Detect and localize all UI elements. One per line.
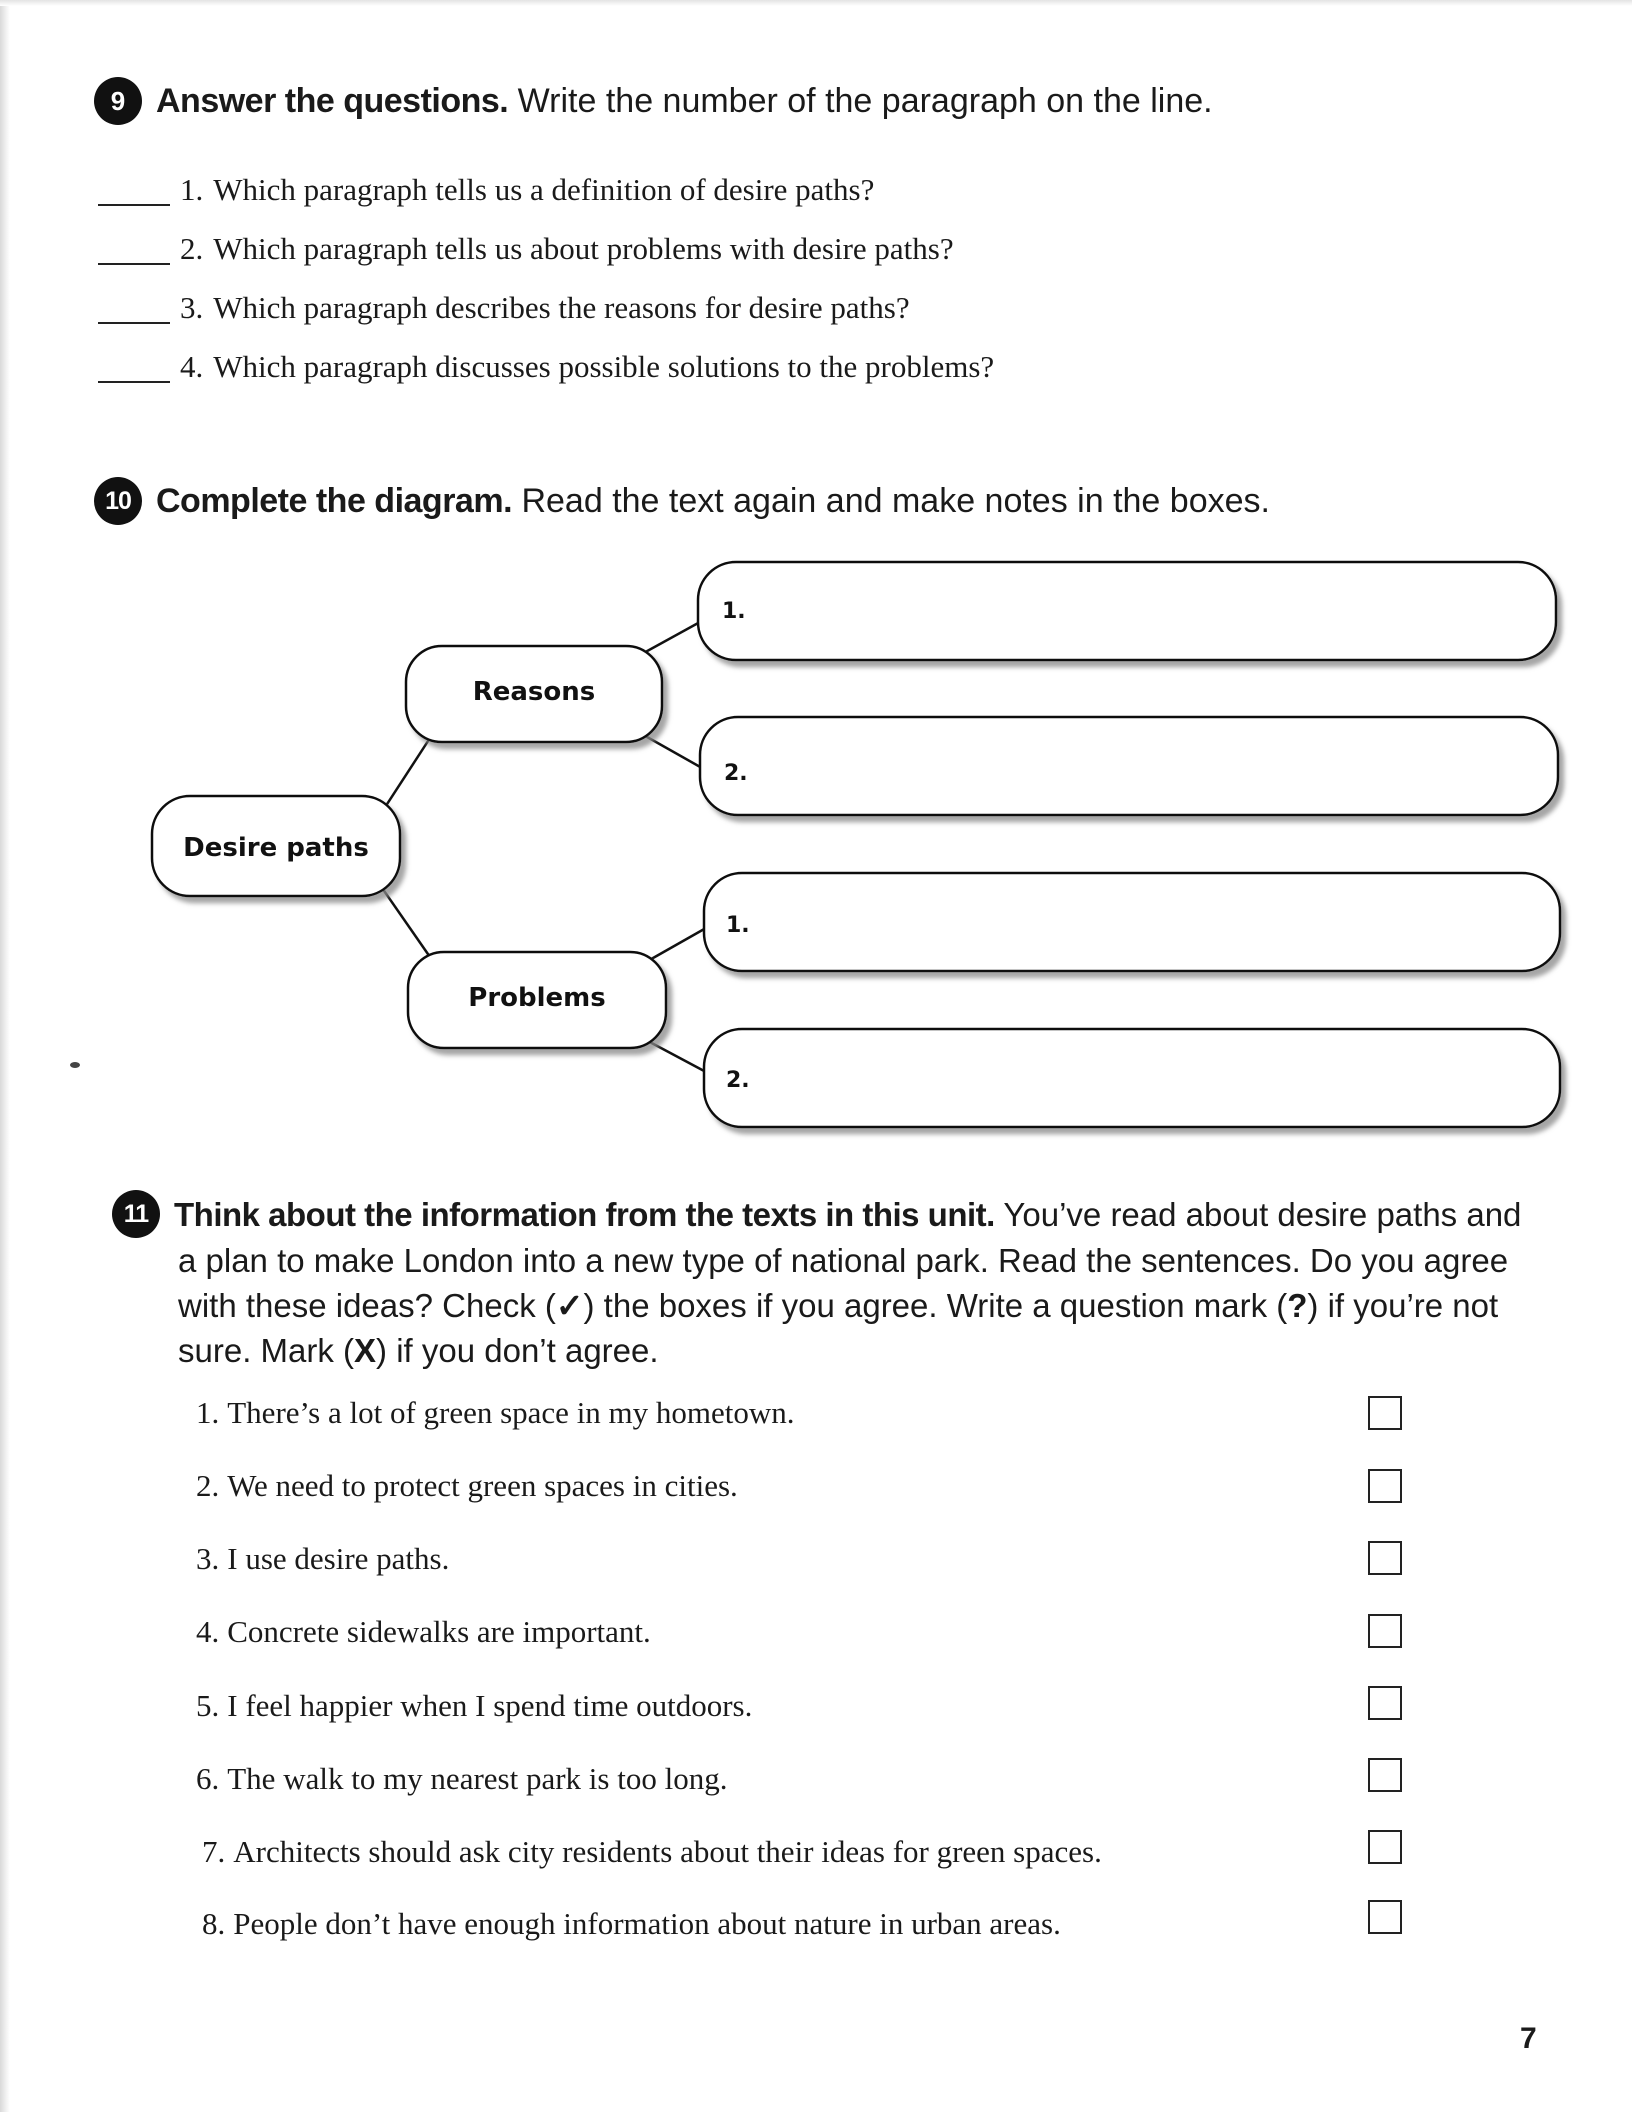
statement-row: [196, 1395, 795, 1431]
node-label: Problems: [468, 983, 606, 1013]
statement-number: 3.: [196, 1541, 220, 1576]
node-label: Reasons: [472, 677, 596, 707]
statement-row: [202, 1834, 1102, 1870]
statement-number: 6.: [196, 1761, 220, 1796]
question-number: 4.: [180, 349, 204, 384]
statement-text: I feel happier when I spend time outdoors.: [227, 1688, 753, 1723]
instruction-text: ) if you don’t agree.: [376, 1332, 659, 1370]
instruction-line: [112, 1283, 1572, 1328]
exercise-9-instruction: Write the number of the paragraph on the line.: [508, 82, 1213, 120]
exercise-number-badge: 11: [112, 1190, 160, 1238]
statement-text: We need to protect green spaces in cities.: [227, 1468, 738, 1503]
notes-box-number: 1.: [722, 599, 746, 624]
question-text: Which paragraph tells us a definition of desire paths?: [213, 172, 875, 207]
agree-checkbox[interactable]: [1368, 1758, 1402, 1792]
notes-box-problems-1[interactable]: [704, 873, 1560, 971]
notes-box-number: 2.: [724, 761, 748, 786]
exercise-number-badge: 9: [94, 77, 142, 125]
question-text: Which paragraph tells us about problems with desire paths?: [213, 231, 954, 266]
agree-checkbox[interactable]: [1368, 1469, 1402, 1503]
page-number: 7: [1520, 2022, 1537, 2055]
notes-box-number: 1.: [726, 913, 750, 938]
exercise-10-instruction: Read the text again and make notes in the boxes.: [512, 482, 1270, 520]
statement-text: Architects should ask city residents about their ideas for green spaces.: [233, 1834, 1102, 1869]
question-mark-symbol: ?: [1287, 1287, 1308, 1325]
agree-checkbox[interactable]: [1368, 1396, 1402, 1430]
exercise-9-instruction-bold: Answer the questions.: [156, 82, 509, 120]
question-number: 3.: [180, 290, 204, 325]
statement-number: 7.: [202, 1834, 226, 1869]
statement-number: 2.: [196, 1468, 220, 1503]
notes-box-reasons-1[interactable]: [698, 562, 1556, 660]
statement-number: 5.: [196, 1688, 220, 1723]
question-text: Which paragraph describes the reasons for desire paths?: [213, 290, 910, 325]
statement-row: [196, 1541, 449, 1577]
instruction-text: with these ideas? Check (: [178, 1287, 556, 1325]
notes-box-problems-2[interactable]: [704, 1029, 1560, 1127]
node-label: Desire paths: [183, 833, 369, 863]
agree-checkbox[interactable]: [1368, 1614, 1402, 1648]
instruction-text: ) the boxes if you agree. Write a question mark (: [583, 1287, 1288, 1325]
exercise-11-instruction-bold: Think about the information from the texts in this unit.: [174, 1196, 995, 1233]
exercise-11-instructions: [112, 1192, 1572, 1373]
instruction-text: sure. Mark (: [178, 1332, 355, 1370]
question-number: 2.: [180, 231, 204, 266]
notes-box-reasons-2[interactable]: [700, 717, 1558, 815]
instruction-line: [112, 1192, 1572, 1238]
statement-row: [196, 1761, 727, 1797]
statement-text: I use desire paths.: [227, 1541, 450, 1576]
statement-row: [196, 1614, 651, 1650]
agree-checkbox[interactable]: [1368, 1900, 1402, 1934]
statement-row: [196, 1468, 738, 1504]
statement-row: [196, 1688, 752, 1724]
statement-number: 1.: [196, 1395, 220, 1430]
instruction-line: [112, 1328, 1572, 1373]
statement-text: People don’t have enough information about nature in urban areas.: [233, 1906, 1061, 1941]
exercise-10-instruction-bold: Complete the diagram.: [156, 482, 513, 520]
question-number: 1.: [180, 172, 204, 207]
statement-row: [202, 1906, 1061, 1942]
exercise-number-badge: 10: [94, 477, 142, 525]
instruction-line: a plan to make London into a new type of national park. Read the sentences. Do you agree: [178, 1242, 1509, 1280]
statement-number: 8.: [202, 1906, 226, 1941]
node-problems: [408, 952, 666, 1048]
check-symbol: ✓: [555, 1287, 584, 1325]
agree-checkbox[interactable]: [1368, 1541, 1402, 1575]
instruction-text: ) if you’re not: [1307, 1287, 1499, 1325]
question-text: Which paragraph discusses possible solutions to the problems?: [213, 349, 995, 384]
x-symbol: X: [354, 1332, 377, 1370]
agree-checkbox[interactable]: [1368, 1830, 1402, 1864]
scan-mark: [70, 1062, 80, 1068]
agree-checkbox[interactable]: [1368, 1686, 1402, 1720]
node-desire-paths: [152, 796, 400, 896]
statement-text: There’s a lot of green space in my hometown.: [227, 1395, 795, 1430]
statement-text: The walk to my nearest park is too long.: [227, 1761, 728, 1796]
node-reasons: [406, 646, 662, 742]
instruction-text: You’ve read about desire paths and: [994, 1196, 1522, 1233]
statement-number: 4.: [196, 1614, 220, 1649]
statement-text: Concrete sidewalks are important.: [227, 1614, 651, 1649]
notes-box-number: 2.: [726, 1068, 750, 1093]
